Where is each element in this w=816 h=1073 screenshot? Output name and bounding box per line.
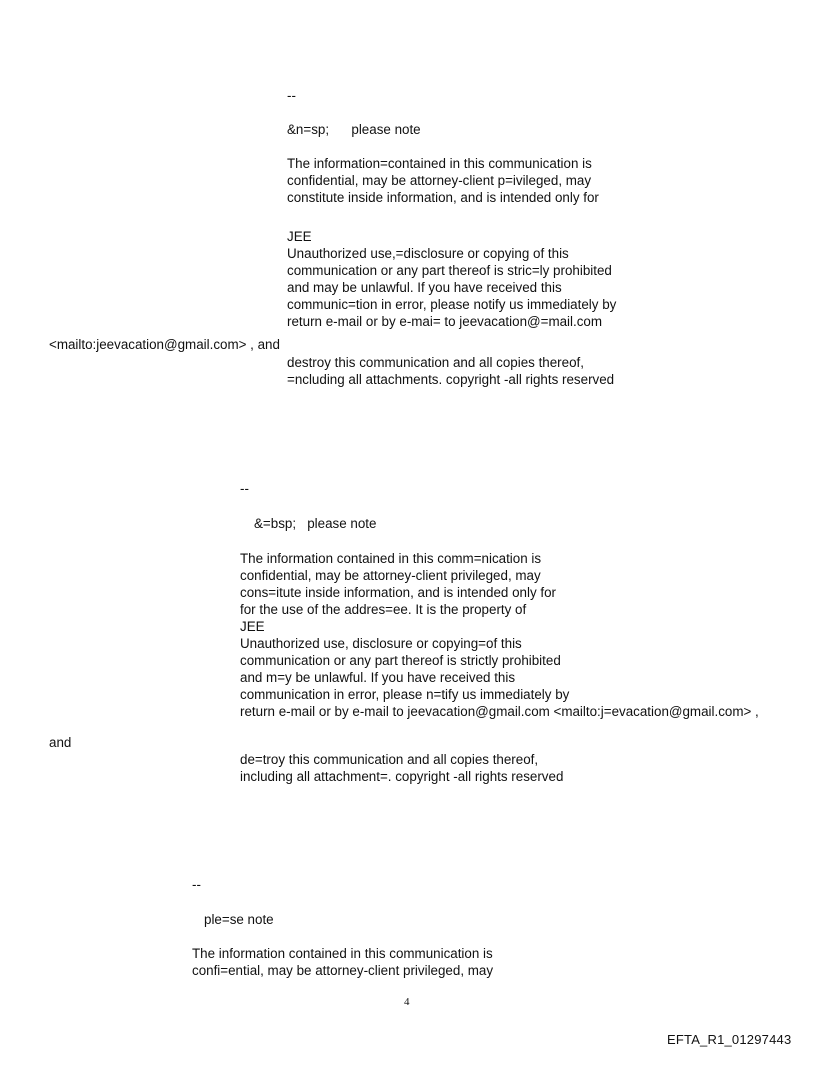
section1-dashes: -- — [287, 88, 296, 103]
section1-paragraph2-line: communic=tion in error, please notify us immediately by — [287, 297, 617, 312]
section3-paragraph1 — [192, 945, 493, 979]
section2-paragraph1-line: return e-mail or by e-mail to jeevacation@gmail.com <mailto:j=evacation@gmail.com> , — [240, 704, 759, 719]
section2-please-note: &=bsp; please note — [254, 516, 377, 531]
section1-please-note: &n=sp; please note — [287, 122, 421, 137]
section1-paragraph3-line: =ncluding all attachments. copyright -all rights reserved — [287, 372, 615, 387]
section1-paragraph1-line: The information=contained in this communication is — [287, 156, 592, 171]
section2-paragraph1-line: The information contained in this comm=nication is — [240, 551, 542, 566]
section2-paragraph2-line: including all attachment=. copyright -all rights reserved — [240, 769, 564, 784]
section2-paragraph1-line: Unauthorized use, disclosure or copying=of this — [240, 636, 522, 651]
section2-paragraph1-line: and m=y be unlawful. If you have received this — [240, 670, 516, 685]
section1-paragraph3-line: destroy this communication and all copies thereof, — [287, 355, 584, 370]
page-number: 4 — [404, 996, 410, 1008]
section2-paragraph1-line: confidential, may be attorney-client privileged, may — [240, 568, 541, 583]
section3-paragraph1-line: confi=ential, may be attorney-client privileged, may — [192, 963, 494, 978]
section2-paragraph1-line: communication in error, please n=tify us immediately by — [240, 687, 570, 702]
section3-dashes: -- — [192, 877, 201, 892]
section1-paragraph2-line: and may be unlawful. If you have received this — [287, 280, 562, 295]
section1-paragraph2-line: communication or any part thereof is stric=ly prohibited — [287, 263, 612, 278]
section1-paragraph2-line: return e-mail or by e-mai= to jeevacation@=mail.com — [287, 314, 603, 329]
section2-paragraph2 — [240, 751, 563, 785]
section2-and: and — [49, 735, 72, 750]
section3-please-note: ple=se note — [204, 912, 274, 927]
section2-paragraph1-line: communication or any part thereof is strictly prohibited — [240, 653, 561, 668]
section2-dashes: -- — [240, 481, 249, 496]
section1-paragraph2-line: JEE — [287, 229, 312, 244]
section1-paragraph1-line: constitute inside information, and is intended only for — [287, 190, 599, 205]
section1-mailto-and: <mailto:jeevacation@gmail.com> , and — [49, 337, 280, 352]
section1-paragraph3 — [287, 354, 614, 388]
section2-paragraph1-line: JEE — [240, 619, 265, 634]
section1-paragraph2 — [287, 228, 616, 330]
section1-paragraph2-line: Unauthorized use,=disclosure or copying of this — [287, 246, 569, 261]
section3-paragraph1-line: The information contained in this communication is — [192, 946, 493, 961]
section1-paragraph1 — [287, 155, 599, 206]
section2-paragraph1-line: for the use of the addres=ee. It is the property of — [240, 602, 527, 617]
section2-paragraph2-line: de=troy this communication and all copies thereof, — [240, 752, 539, 767]
document-id: EFTA_R1_01297443 — [667, 1032, 792, 1047]
section1-paragraph1-line: confidential, may be attorney-client p=ivileged, may — [287, 173, 592, 188]
section2-paragraph1 — [240, 550, 759, 720]
section2-paragraph1-line: cons=itute inside information, and is intended only for — [240, 585, 556, 600]
